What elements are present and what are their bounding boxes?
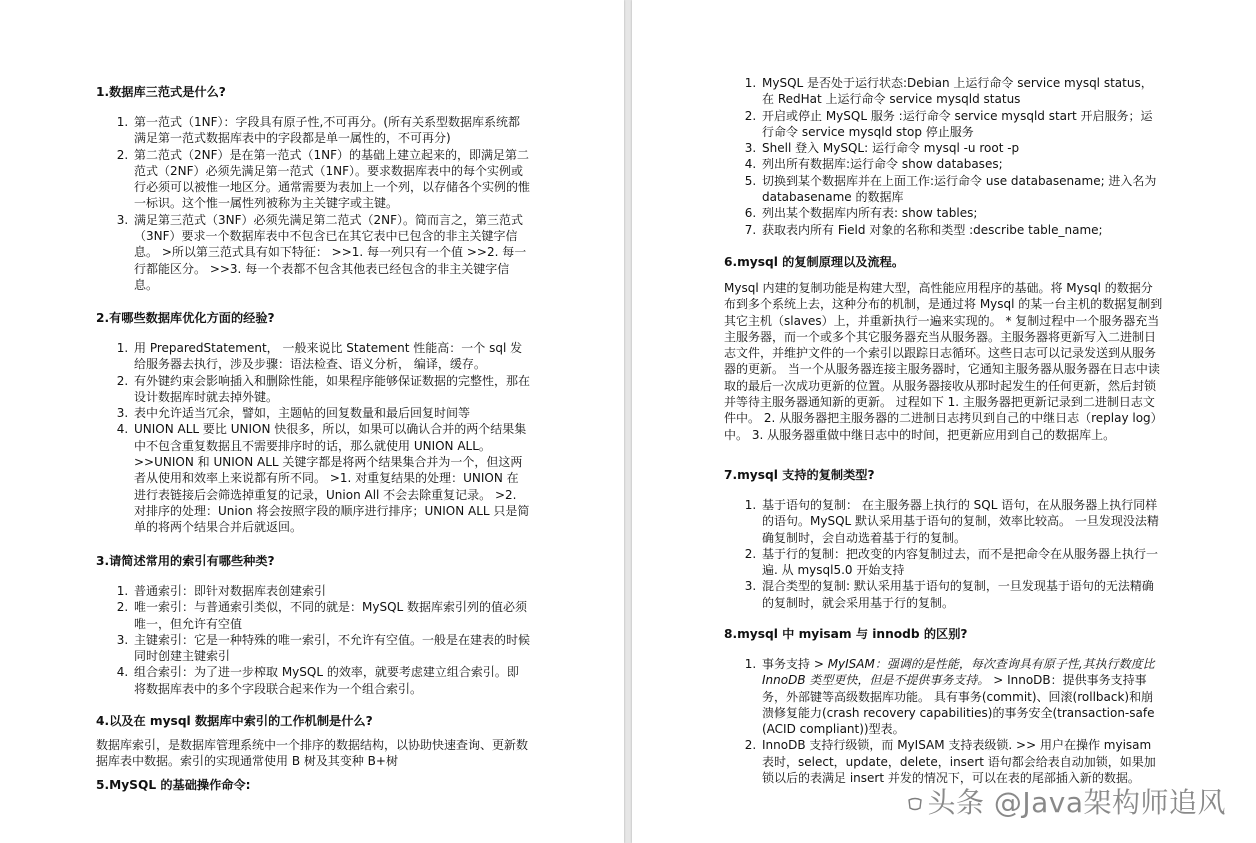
question-5-list bbox=[724, 75, 1164, 238]
list-item: 2. 唯一索引：与普通索引类似，不同的就是：MySQL 数据库索引列的值必须唯一，但允许有空值 bbox=[132, 599, 530, 632]
list-item: 2. 第二范式（2NF）是在第一范式（1NF）的基础上建立起来的，即满足第二范式（2NF）必须先满足第一范式（1NF）。要求数据库表中的每个实例或行必须可以被惟一地区分。通常需要为表加上一个列，以存储各个实例的惟一标识。这个惟一属性列被称为主关键字或主键。 bbox=[132, 147, 530, 212]
list-item: 2. 基于行的复制：把改变的内容复制过去，而不是把命令在从服务器上执行一遍. 从 mysql5.0 开始支持 bbox=[760, 546, 1164, 579]
item-italic: MyISAM：强调的是性能，每次查询具有原子性,其执行数度比 InnoDB 类型更快，但是不提供事务支持。 bbox=[762, 657, 1155, 688]
list-item: 1. 普通索引：即针对数据库表创建索引 bbox=[132, 583, 530, 599]
question-6-text: Mysql 内建的复制功能是构建大型，高性能应用程序的基础。将 Mysql 的数据分布到多个系统上去，这种分布的机制，是通过将 Mysql 的某一台主机的数据复制到其它主机（slaves）上，并重新执行一遍来实现的。 * 复制过程中一个服务器充当主服务器，而一个或多个其它服务器充当从服务器。主服务器将更新写入二进制日志文件，并维护文件的一个索引以跟踪日志循环。这些日志可以记录发送到从服务器的更新。 当一个从服务器连接主服务器时，它通知主服务器从服务器在日志中读取的最后一次成功更新的位置。从服务器接收从那时起发生的任何更新，然后封锁并等待主服务器通知新的更新。 过程如下 1. 主服务器把更新记录到二进制日志文件中。 2. 从服务器把主服务器的二进制日志拷贝到自己的中继日志（replay log）中。 3. 从服务器重做中继日志中的时间，把更新应用到自己的数据库上。 bbox=[724, 281, 1163, 442]
question-7 bbox=[724, 467, 1164, 611]
list-item: 3. Shell 登入 MySQL: 运行命令 mysql -u root -p bbox=[760, 140, 1164, 156]
list-item: 7. 获取表内所有 Field 对象的名称和类型 :describe table_name; bbox=[760, 222, 1164, 238]
list-item: 1. 基于语句的复制： 在主服务器上执行的 SQL 语句，在从服务器上执行同样的语句。MySQL 默认采用基于语句的复制，效率比较高。 一旦发现没法精确复制时，会自动选着基于行的复制。 bbox=[760, 497, 1164, 546]
list-item: 4. 列出所有数据库:运行命令 show databases; bbox=[760, 156, 1164, 172]
question-4 bbox=[96, 713, 530, 770]
list-item: 3. 表中允许适当冗余，譬如，主题帖的回复数量和最后回复时间等 bbox=[132, 405, 530, 421]
question-6-title: 6.mysql 的复制原理以及流程。 bbox=[724, 255, 905, 269]
question-1-title: 1.数据库三范式是什么? bbox=[96, 85, 226, 99]
question-2 bbox=[96, 310, 530, 536]
toutiao-logo-icon bbox=[907, 797, 923, 811]
question-4-text: 数据库索引，是数据库管理系统中一个排序的数据结构，以协助快速查询、更新数据库表中数据。索引的实现通常使用 B 树及其变种 B+树 bbox=[96, 738, 529, 769]
question-7-title: 7.mysql 支持的复制类型? bbox=[724, 468, 875, 482]
item-prefix: 事务支持 > bbox=[762, 657, 828, 671]
question-3-title: 3.请简述常用的索引有哪些种类? bbox=[96, 554, 275, 568]
question-1-list bbox=[96, 114, 530, 293]
question-5-title: 5.MySQL 的基础操作命令: bbox=[96, 778, 251, 792]
list-item: 1. 第一范式（1NF）：字段具有原子性,不可再分。(所有关系型数据库系统都满足第一范式数据库表中的字段都是单一属性的，不可再分) bbox=[132, 114, 530, 147]
question-3-list bbox=[96, 583, 530, 697]
right-page bbox=[632, 0, 1256, 843]
list-item: 4. UNION ALL 要比 UNION 快很多，所以，如果可以确认合并的两个结果集中不包含重复数据且不需要排序时的话，那么就使用 UNION ALL。 >>UNION 和 UNION ALL 关键字都是将两个结果集合并为一个，但这两者从使用和效率上来说都有所不同。 >1. 对重复结果的处理：UNION 在进行表链接后会筛选掉重复的记录，Union All 不会去除重复记录。 >2. 对排序的处理：Union 将会按照字段的顺序进行排序；UNION ALL 只是简单的将两个结果合并后就返回。 bbox=[132, 421, 530, 535]
list-item: 2. 开启或停止 MySQL 服务 :运行命令 service mysqld start 开启服务；运行命令 service mysqld stop 停止服务 bbox=[760, 108, 1164, 141]
question-2-title: 2.有哪些数据库优化方面的经验? bbox=[96, 311, 275, 325]
list-item: 3. 主键索引：它是一种特殊的唯一索引，不允许有空值。一般是在建表的时候同时创建主键索引 bbox=[132, 632, 530, 665]
left-page bbox=[0, 0, 624, 843]
question-2-list bbox=[96, 340, 530, 536]
list-item: 5. 切换到某个数据库并在上面工作:运行命令 use databasename; 进入名为 databasename 的数据库 bbox=[760, 173, 1164, 206]
watermark-text: 头条 @Java架构师追风 bbox=[927, 786, 1226, 819]
question-8 bbox=[724, 626, 1164, 786]
list-item: 6. 列出某个数据库内所有表: show tables; bbox=[760, 205, 1164, 221]
question-6 bbox=[724, 254, 1164, 443]
question-7-list bbox=[724, 497, 1164, 611]
list-item bbox=[760, 656, 1164, 737]
list-item: 3. 满足第三范式（3NF）必须先满足第二范式（2NF）。简而言之，第三范式（3NF）要求一个数据库表中不包含已在其它表中已包含的非主关键字信息。 >所以第三范式具有如下特征： >>1. 每一列只有一个值 >>2. 每一行都能区分。 >>3. 每一个表都不包含其他表已经包含的非主关键字信息。 bbox=[132, 212, 530, 293]
question-8-list bbox=[724, 656, 1164, 786]
question-3 bbox=[96, 553, 530, 697]
list-item: 2. InnoDB 支持行级锁，而 MyISAM 支持表级锁. >> 用户在操作 myisam 表时，select，update，delete，insert 语句都会给表自动加锁，如果加锁以后的表满足 insert 并发的情况下，可以在表的尾部插入新的数据。 bbox=[760, 737, 1164, 786]
question-4-title: 4.以及在 mysql 数据库中索引的工作机制是什么? bbox=[96, 714, 373, 728]
list-item: 4. 组合索引：为了进一步榨取 MySQL 的效率，就要考虑建立组合索引。即将数据库表中的多个字段联合起来作为一个组合索引。 bbox=[132, 664, 530, 697]
list-item: 2. 有外键约束会影响插入和删除性能，如果程序能够保证数据的完整性，那在设计数据库时就去掉外键。 bbox=[132, 373, 530, 406]
question-8-title: 8.mysql 中 myisam 与 innodb 的区别? bbox=[724, 627, 968, 641]
list-item: 1. MySQL 是否处于运行状态:Debian 上运行命令 service mysql status，在 RedHat 上运行命令 service mysqld status bbox=[760, 75, 1164, 108]
question-5 bbox=[96, 777, 530, 793]
item-rest: > InnoDB：提供事务支持事务，外部键等高级数据库功能。 具有事务(commit)、回滚(rollback)和崩溃修复能力(crash recovery capabilities)的事务安全(transaction-safe (ACID compliant))型表。 bbox=[762, 673, 1155, 737]
question-1 bbox=[96, 84, 530, 293]
list-item: 3. 混合类型的复制: 默认采用基于语句的复制，一旦发现基于语句的无法精确的复制时，就会采用基于行的复制。 bbox=[760, 578, 1164, 611]
watermark bbox=[907, 781, 1226, 821]
question-5-continued bbox=[724, 75, 1164, 238]
list-item: 1. 用 PreparedStatement， 一般来说比 Statement 性能高：一个 sql 发给服务器去执行，涉及步骤：语法检查、语义分析， 编译，缓存。 bbox=[132, 340, 530, 373]
